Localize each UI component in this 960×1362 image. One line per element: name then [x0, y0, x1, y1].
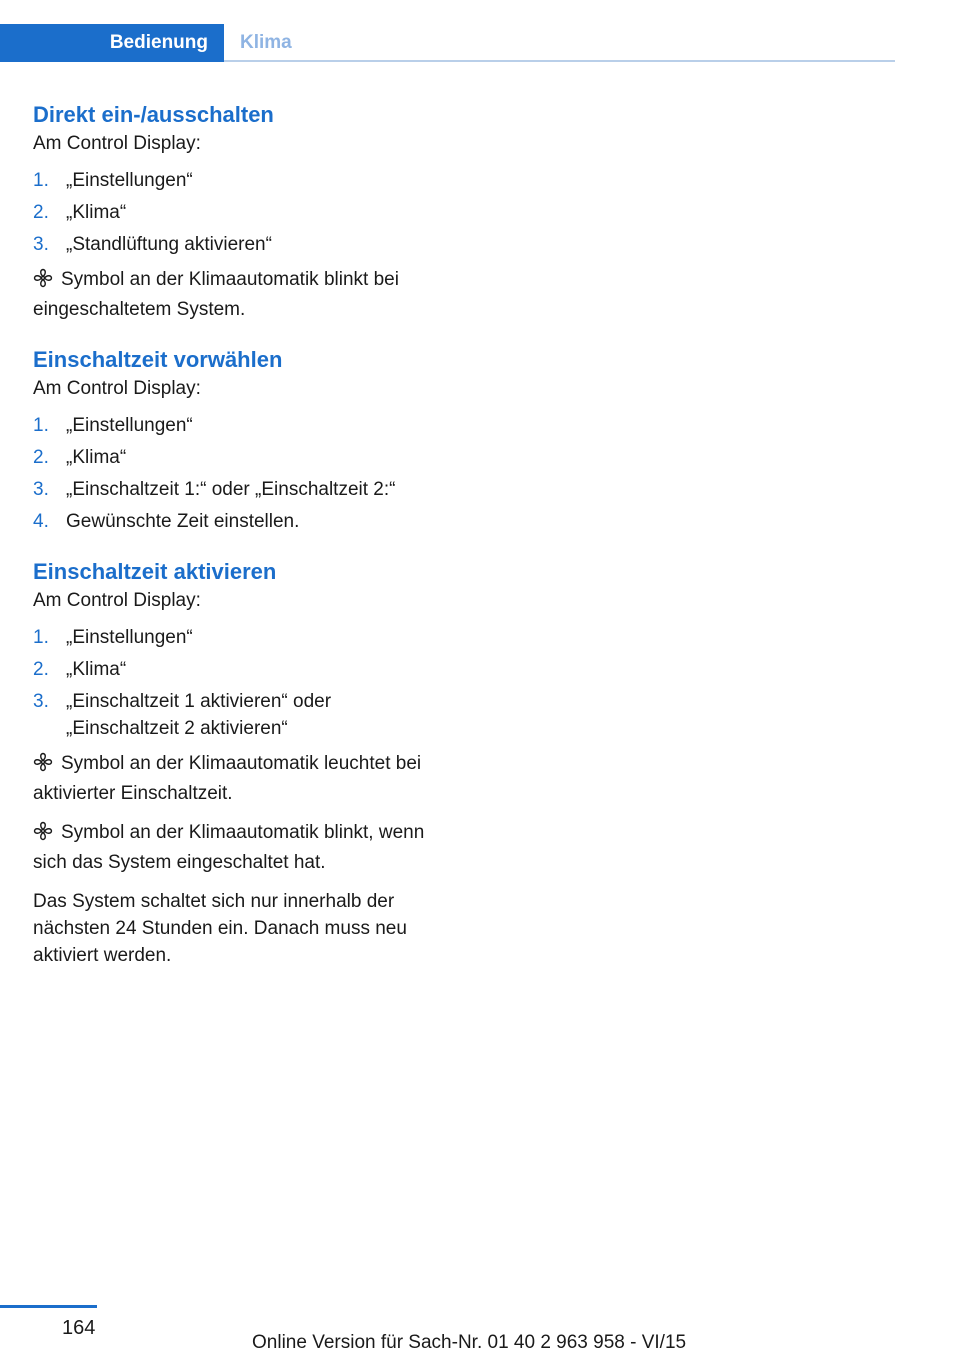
list-item — [33, 167, 448, 194]
note-text: Symbol an der Klimaautomatik leuchtet bei aktivierter Einschaltzeit. — [33, 753, 422, 804]
section-title: Einschaltzeit aktivieren — [33, 559, 277, 584]
list-item — [33, 508, 448, 535]
list-item — [33, 624, 448, 651]
step-number: 1. — [33, 627, 49, 648]
step-number: 2. — [33, 202, 49, 223]
step-text: „Klima“ — [66, 447, 127, 468]
fan-icon — [33, 268, 53, 296]
step-number: 2. — [33, 447, 49, 468]
list-item — [33, 231, 448, 258]
step-number: 4. — [33, 511, 49, 532]
section-title: Direkt ein-/ausschalten — [33, 102, 274, 127]
section-title: Einschaltzeit vorwählen — [33, 347, 283, 372]
list-item — [33, 656, 448, 683]
step-text: „Einschaltzeit 1:“ oder „Einschaltzeit 2:“ — [66, 479, 396, 500]
section-intro: Am Control Display: — [33, 133, 201, 154]
steps-list — [33, 624, 448, 742]
section-einschaltzeit-vorwaehlen — [33, 345, 448, 535]
step-number: 3. — [33, 479, 49, 500]
section-direkt-ein-ausschalten — [33, 100, 448, 323]
step-number: 3. — [33, 691, 49, 712]
tab-bedienung: Bedienung — [0, 24, 224, 62]
step-text: „Standlüftung aktivieren“ — [66, 234, 272, 255]
step-text: „Einstellungen“ — [66, 415, 193, 436]
steps-list — [33, 167, 448, 258]
section-einschaltzeit-aktivieren — [33, 557, 448, 969]
step-number: 2. — [33, 659, 49, 680]
header-divider — [224, 60, 895, 62]
step-number: 1. — [33, 415, 49, 436]
steps-list — [33, 412, 448, 535]
note-text: Symbol an der Klimaautomatik blinkt bei eingeschaltetem System. — [33, 269, 399, 320]
footer-divider — [0, 1305, 97, 1308]
note-paragraph — [33, 750, 448, 807]
step-text: Gewünschte Zeit einstellen. — [66, 511, 300, 532]
list-item — [33, 199, 448, 226]
note-paragraph — [33, 819, 448, 876]
list-item — [33, 412, 448, 439]
step-text: „Einstellungen“ — [66, 627, 193, 648]
header-tabbar — [0, 24, 895, 62]
tab-klima: Klima — [240, 32, 292, 53]
body-paragraph: Das System schaltet sich nur innerhalb der nächsten 24 Stunden ein. Danach muss neu aktiviert werden. — [33, 891, 407, 966]
online-version-note: Online Version für Sach-Nr. 01 40 2 963 958 - VI/15 — [252, 1332, 687, 1353]
fan-icon — [33, 752, 53, 780]
note-paragraph — [33, 266, 448, 323]
step-text: „Einstellungen“ — [66, 170, 193, 191]
section-intro: Am Control Display: — [33, 378, 201, 399]
list-item — [33, 688, 448, 742]
fan-icon — [33, 821, 53, 849]
step-number: 3. — [33, 234, 49, 255]
page-number: 164 — [62, 1317, 96, 1339]
note-text: Symbol an der Klimaautomatik blinkt, wenn sich das System eingeschaltet hat. — [33, 822, 425, 873]
step-text: „Einschaltzeit 1 aktivieren“ oder „Einschaltzeit 2 aktivieren“ — [66, 691, 332, 739]
step-text: „Klima“ — [66, 659, 127, 680]
section-intro: Am Control Display: — [33, 590, 201, 611]
list-item — [33, 476, 448, 503]
step-text: „Klima“ — [66, 202, 127, 223]
page-content — [33, 100, 448, 969]
list-item — [33, 444, 448, 471]
step-number: 1. — [33, 170, 49, 191]
